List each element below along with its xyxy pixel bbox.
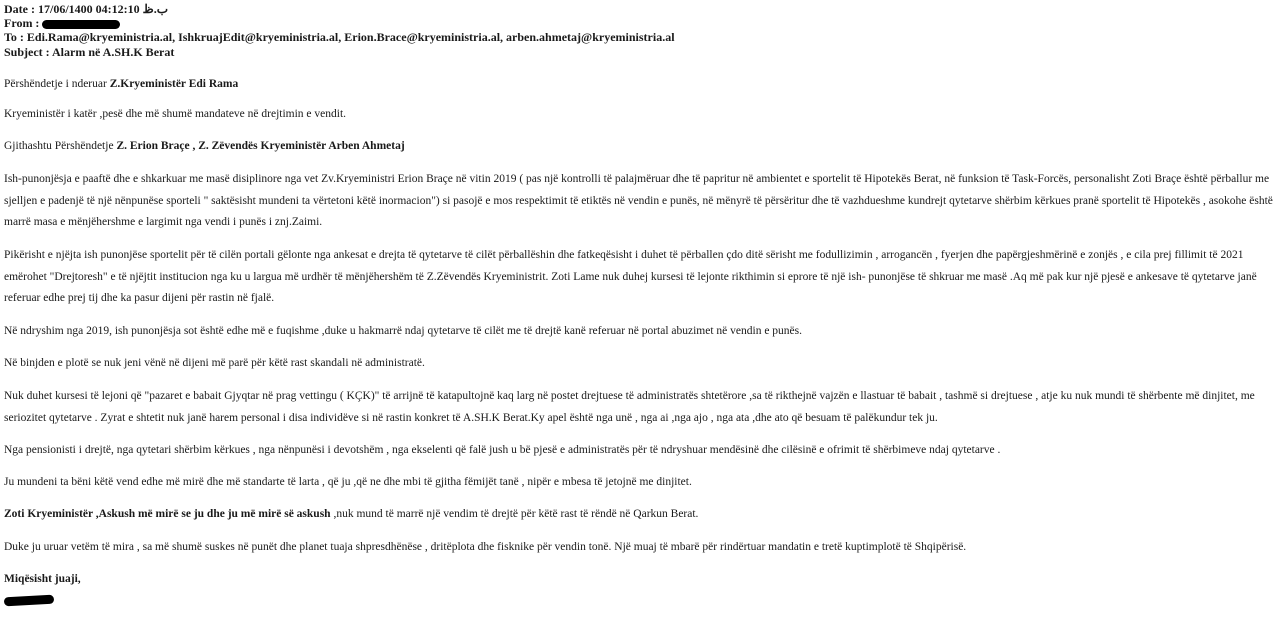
from-label: From : [4,16,40,31]
paragraph-3: Ish-punonjësja e paaftë dhe e shkarkuar me masë disiplinore nga vet Zv.Kryeministri Erion Braçe në vitin 2019 ( pas një kontrolli të palajmëruar dhe të papritur në ambientet e sportelit të Hipotekës Berat, në funksion të Task-Forcës, personalisht Zoti Braçe është përballur me sjelljen e padenjë të një nënpunëse sporteli " saktësisht mundeni ta vërtetoni këtë inormacion") si pasojë e mos respektimit të etiktës në vendin e punës, në mënyrë të përsëritur dhe të vazhdueshme kundrejt qytetarve shërbim kërkues pranë sportelit të Hipotekës , asokohe është marrë masa e mënjëhershme e largimit nga vendi i punës i znj.Zaimi. [4,173,1273,228]
paragraph-10 [4,504,1276,526]
date-row [4,2,675,16]
greeting-text: Përshëndetje i nderuar [4,78,110,90]
to-label: To : [4,30,24,45]
date-value: 17/06/1400 04:12:10 [37,2,140,16]
paragraph-9: Ju mundeni ta bëni këtë vend edhe më mirë dhe më standarte të larta , që ju ,që ne dhe mbi të gjitha fëmijët tanë , nipër e mbesa të jetojnë me dinjitet. [4,476,692,488]
paragraph-2-names: Z. Erion Braçe , Z. Zëvendës Kryeministër Arben Ahmetaj [116,140,405,152]
date-label: Date : [4,2,35,16]
paragraph-10-text: ,nuk mund të marrë një vendim të drejtë për këtë rast të rëndë në Qarkun Berat. [330,508,699,520]
redacted-signature [4,595,54,607]
subject-label: Subject : [4,44,50,59]
paragraph-4: Pikërisht e njëjta ish punonjëse sportelit për të cilën portali gëlonte nga ankesat e drejta të qytetarve të cilët përballëshin dhe fatkeqësisht i duhet të përballen çdo ditë sërisht me fodullizimin , arrogancën , fyerjen dhe papërgjeshmërinë e zonjës , e cila prej fillimit të 2021 emërohet "Drejtoresh" e të njëjtit institucion nga ku u largua më urdhër të mënjëhershëm të Z.Zëvendës Kryeministrit. Zoti Lame nuk duhej kursesi të lejonte rikthimin si eprore të një ish- punonjëse të shkruar me masë .Aq më pak kur një pjesë e ankesave të qytetarve janë referuar edhe prej tij dhe ka pasur dijeni për rastin në fjalë. [4,249,1257,304]
redacted-sender [42,20,120,29]
closing: Miqësisht juaji, [4,573,81,585]
to-value: Edi.Rama@kryeministria.al, IshkruajEdit@kryeministria.al, Erion.Brace@kryeministria.al, arben.ahmetaj@kryeministria.al [26,30,675,45]
subject-value: Alarm në A.SH.K Berat [52,44,175,59]
paragraph-5: Në ndryshim nga 2019, ish punonjësja sot është edhe më e fuqishme ,duke u hakmarrë ndaj qytetarve të cilët me të drejtë kanë referuar në portal abuzimet në vendin e punës. [4,325,803,337]
from-row [4,16,675,30]
date-suffix: ب.ظ [142,2,169,16]
paragraph-8: Nga pensionisti i drejtë, nga qytetari shërbim kërkues , nga nënpunësi i devotshëm , nga ekselenti që falë jush u bë pjesë e administratës për të ndryshuar mendësinë dhe cilësinë e ofrimit të shërbimeve ndaj qytetarve . [4,444,1001,456]
paragraph-2-text: Gjithashtu Përshëndetje [4,140,117,152]
paragraph-6: Në binjden e plotë se nuk jeni vënë në dijeni më parë për këtë rast skandali në administratë. [4,357,425,369]
paragraph-11: Duke ju uruar vetëm të mira , sa më shumë suskes në punët dhe planet tuaja shpresdhënëse , dritëplota dhe fisknike për vendin tonë. Një muaj të mbarë për rindërtuar mandatin e tretë kuptimplotë të Shqipërisë. [4,541,967,553]
paragraph-1: Kryeministër i katër ,pesë dhe më shumë mandateve në drejtimin e vendit. [4,108,347,120]
greeting-name: Z.Kryeministër Edi Rama [109,78,239,90]
email-header [4,2,675,59]
greeting [4,74,1276,96]
paragraph-2 [4,136,1276,158]
subject-row [4,45,675,59]
paragraph-7: Nuk duhet kursesi të lejoni që "pazaret e babait Gjyqtar në prag vettingu ( KÇK)" të arrijnë të katapultojnë kaq larg në postet drejtuese të administratës shtetërore ,sa të rikthejnë vajzën e llastuar të babait , tashmë si drejtuese , atje ku nuk mundi të shërbente më dinjitet, me seriozitet qytetarve . Zyrat e shtetit nuk janë harem personal i disa individëve si në rastin konkret të A.SH.K Berat.Ky apel është nga unë , nga ai ,nga ajo , nga ata ,dhe ato që besuam të palëkundur tek ju. [4,390,1255,424]
to-row [4,30,675,44]
paragraph-10-bold: Zoti Kryeministër ,Askush më mirë se ju dhe ju më mirë së askush [4,508,331,520]
